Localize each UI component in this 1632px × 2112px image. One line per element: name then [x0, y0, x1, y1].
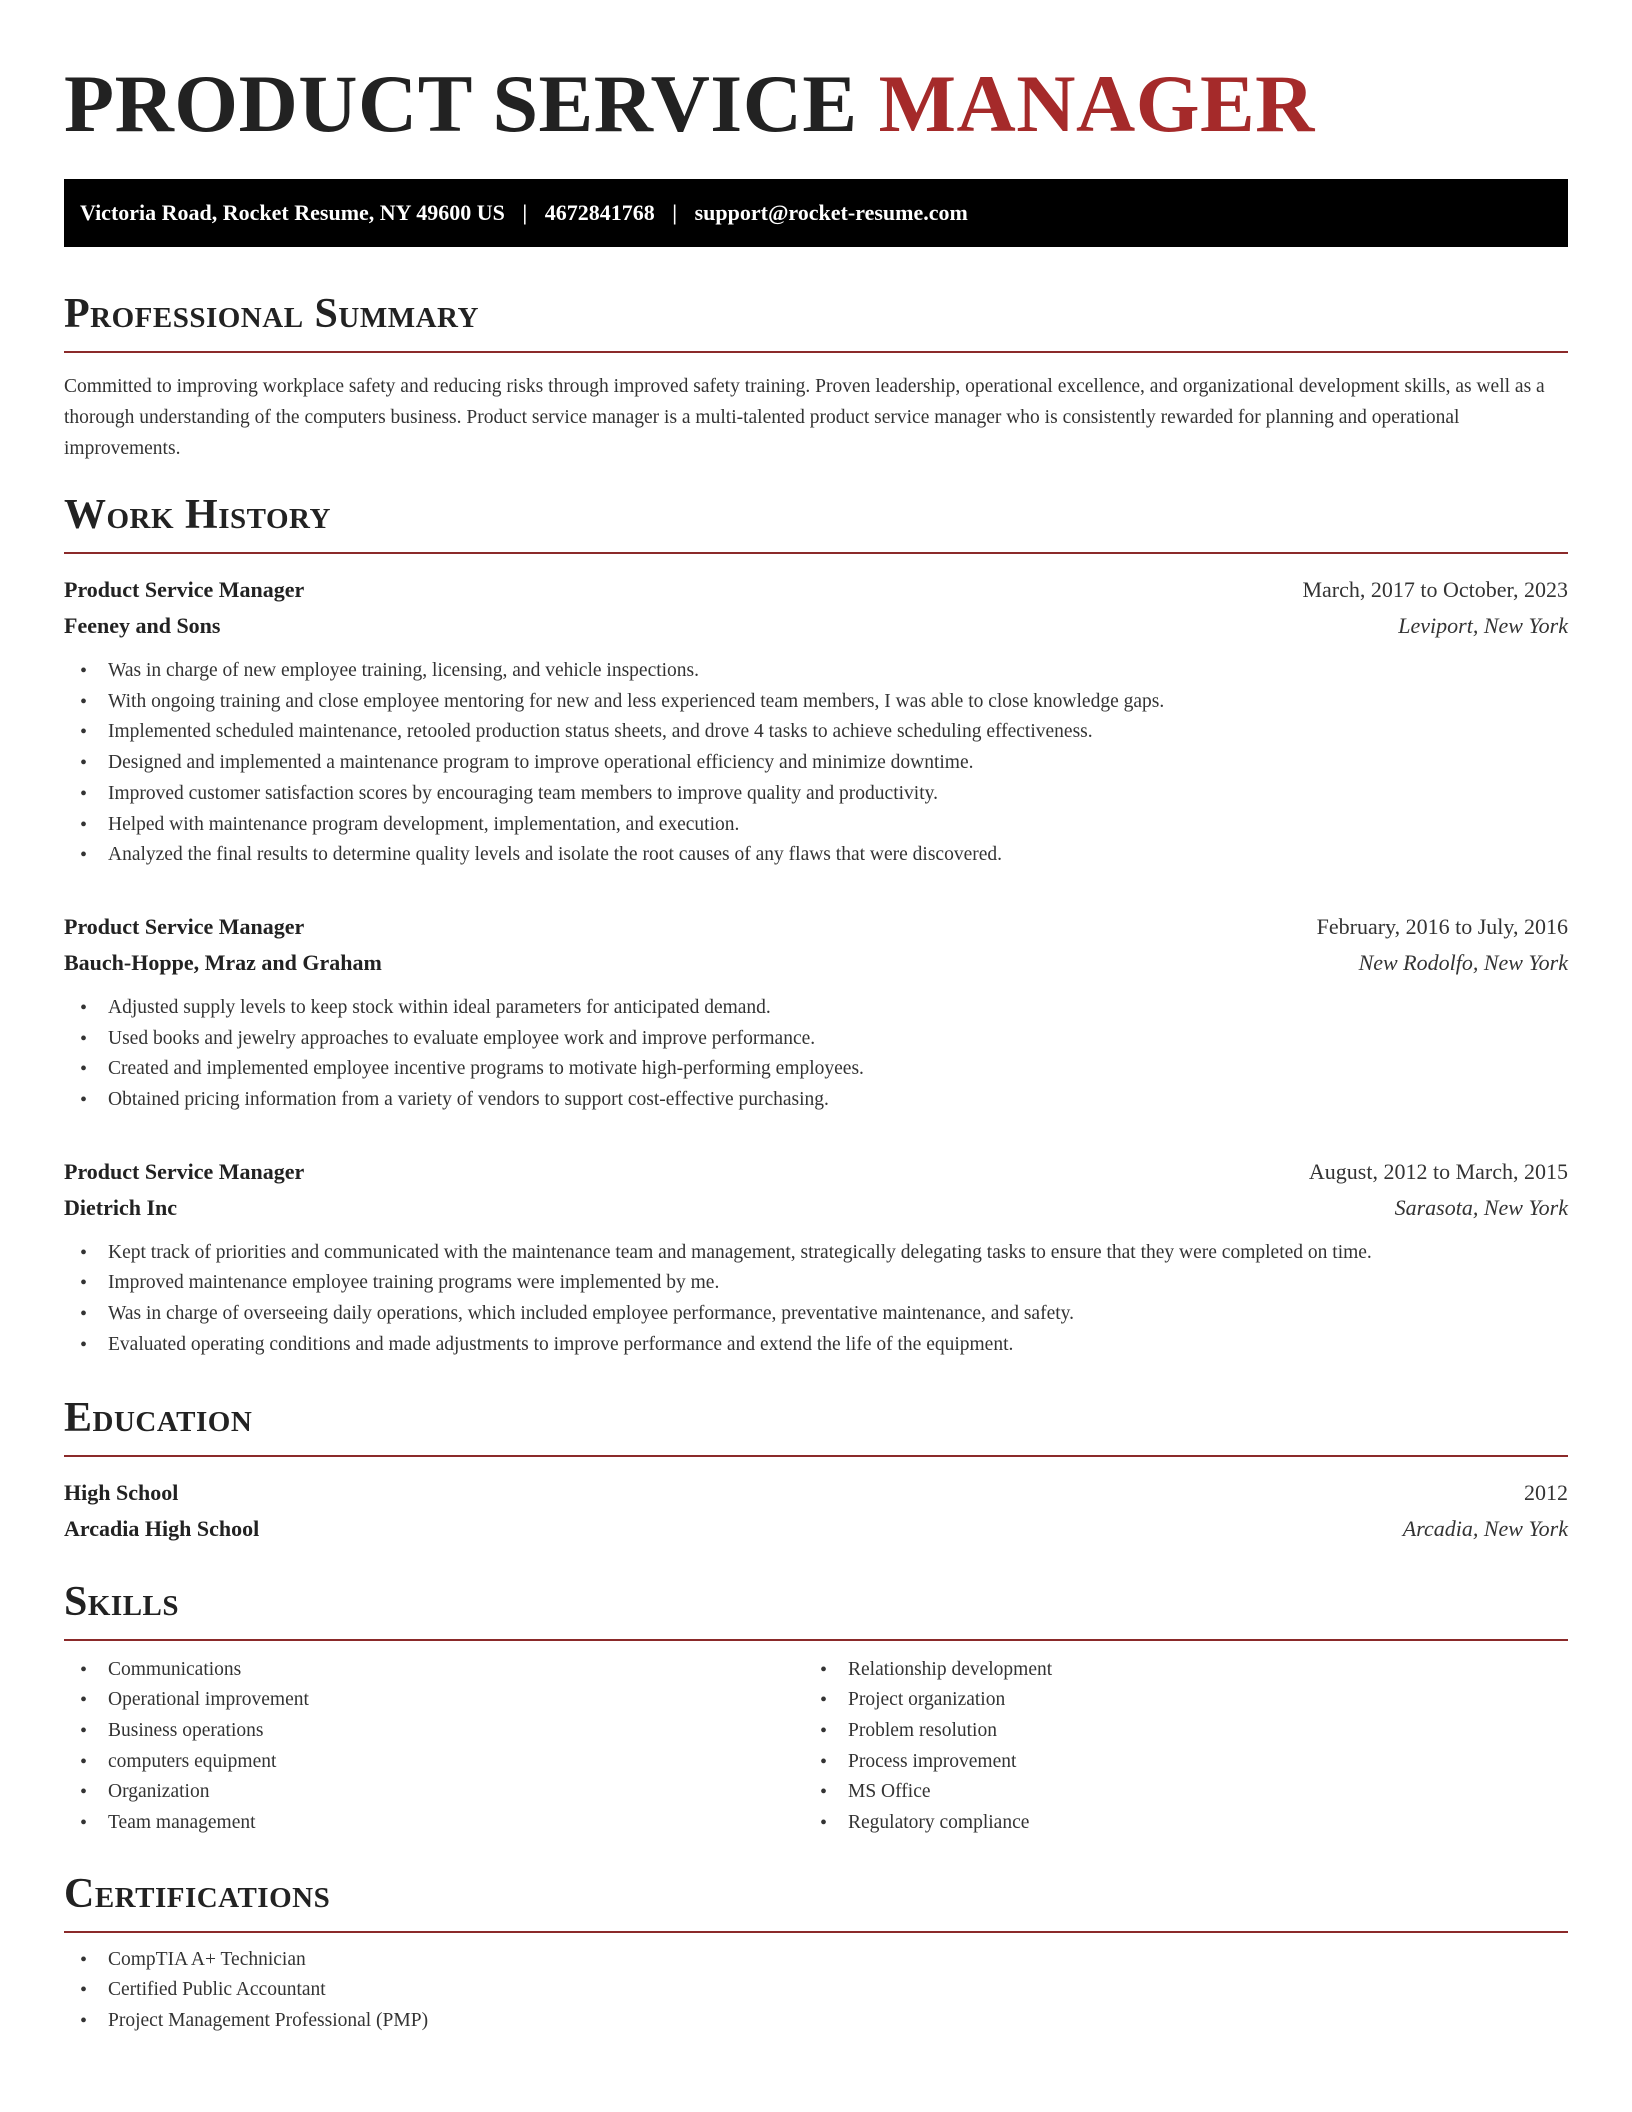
job-header-row	[64, 572, 1568, 608]
list-item: • Implemented scheduled maintenance, retooled production status sheets, and drove 4 tasks to achieve scheduling effectiveness.	[64, 717, 1568, 748]
list-item: • Helped with maintenance program development, implementation, and execution.	[64, 810, 1568, 841]
job-header-row	[64, 1154, 1568, 1190]
skills-list-right	[804, 1655, 1544, 1839]
education-degree: High School	[64, 1479, 179, 1505]
contact-bar	[64, 179, 1568, 247]
title-accent: MANAGER	[878, 58, 1315, 149]
job-title: Product Service Manager	[64, 1158, 305, 1184]
skills-list-left	[64, 1655, 804, 1839]
list-item: • Improved maintenance employee training programs were implemented by me.	[64, 1268, 1568, 1299]
job-location: Leviport, New York	[1398, 613, 1568, 638]
list-item: • Obtained pricing information from a variety of vendors to support cost-effective purchasing.	[64, 1085, 1568, 1116]
contact-separator: |	[672, 200, 678, 225]
list-item: • Used books and jewelry approaches to evaluate employee work and improve performance.	[64, 1024, 1568, 1055]
list-item: • Business operations	[64, 1716, 804, 1747]
job-entry	[64, 909, 1568, 1116]
education-year: 2012	[1524, 1479, 1568, 1505]
job-dates: August, 2012 to March, 2015	[1308, 1158, 1568, 1184]
job-bullets	[64, 993, 1568, 1116]
title-main: PRODUCT SERVICE	[64, 58, 858, 149]
summary-text: Committed to improving workplace safety and reducing risks through improved safety training. Proven leadership, operational excellence, and organizational development skills, as well as a thorough understanding of the computers business. Product service manager is a multi-talented product service manager who is consistently rewarded for planning and operational improvements.	[64, 376, 1545, 459]
job-bullets	[64, 656, 1568, 871]
work-history-heading: Work History	[64, 490, 1568, 554]
contact-phone: 4672841768	[544, 200, 655, 225]
resume-page	[64, 0, 1568, 2037]
contact-separator: |	[522, 200, 528, 225]
summary-heading: Professional Summary	[64, 289, 1568, 353]
job-location: Sarasota, New York	[1394, 1194, 1568, 1220]
list-item: • With ongoing training and close employee mentoring for new and less experienced team members, I was able to close knowledge gaps.	[64, 687, 1568, 718]
list-item: • Evaluated operating conditions and made adjustments to improve performance and extend the life of the equipment.	[64, 1330, 1568, 1361]
education-entry	[64, 1475, 1568, 1547]
job-company-row	[64, 1190, 1568, 1226]
list-item: • MS Office	[804, 1777, 1544, 1808]
list-item: • computers equipment	[64, 1747, 804, 1778]
list-item: • Analyzed the final results to determine quality levels and isolate the root causes of any flaws that were discovered.	[64, 840, 1568, 871]
job-title: Product Service Manager	[64, 577, 305, 602]
list-item: • Regulatory compliance	[804, 1808, 1544, 1839]
education-degree-row	[64, 1475, 1568, 1511]
job-header-row	[64, 909, 1568, 945]
list-item: • Was in charge of new employee training, licensing, and vehicle inspections.	[64, 656, 1568, 687]
job-location: New Rodolfo, New York	[1358, 949, 1568, 975]
skills-heading: Skills	[64, 1577, 1568, 1641]
list-item: • Communications	[64, 1655, 804, 1686]
list-item: • CompTIA A+ Technician	[64, 1945, 1568, 1976]
job-entry	[64, 572, 1568, 871]
contact-address: Victoria Road, Rocket Resume, NY 49600 US	[80, 200, 505, 225]
page-title	[64, 58, 1568, 150]
list-item: • Relationship development	[804, 1655, 1544, 1686]
list-item: • Operational improvement	[64, 1685, 804, 1716]
list-item: • Improved customer satisfaction scores by encouraging team members to improve quality and productivity.	[64, 779, 1568, 810]
job-company: Dietrich Inc	[64, 1194, 178, 1220]
list-item: • Organization	[64, 1777, 804, 1808]
certifications-heading: Certifications	[64, 1869, 1568, 1933]
job-title: Product Service Manager	[64, 913, 305, 939]
list-item: • Problem resolution	[804, 1716, 1544, 1747]
list-item: • Project organization	[804, 1685, 1544, 1716]
list-item: • Team management	[64, 1808, 804, 1839]
list-item: • Certified Public Accountant	[64, 1975, 1568, 2006]
certifications-list	[64, 1945, 1568, 2037]
list-item: • Project Management Professional (PMP)	[64, 2006, 1568, 2037]
list-item: • Designed and implemented a maintenance program to improve operational efficiency and minimize downtime.	[64, 748, 1568, 779]
job-company-row	[64, 608, 1568, 644]
job-company-row	[64, 945, 1568, 981]
list-item: • Process improvement	[804, 1747, 1544, 1778]
job-dates: March, 2017 to October, 2023	[1302, 577, 1568, 602]
job-company: Feeney and Sons	[64, 613, 221, 638]
contact-email: support@rocket-resume.com	[694, 200, 968, 225]
job-entry	[64, 1154, 1568, 1361]
job-bullets	[64, 1238, 1568, 1361]
list-item: • Adjusted supply levels to keep stock within ideal parameters for anticipated demand.	[64, 993, 1568, 1024]
skills-grid	[64, 1655, 1568, 1839]
list-item: • Created and implemented employee incentive programs to motivate high-performing employees.	[64, 1054, 1568, 1085]
list-item: • Was in charge of overseeing daily operations, which included employee performance, preventative maintenance, and safety.	[64, 1299, 1568, 1330]
education-location: Arcadia, New York	[1402, 1515, 1568, 1541]
education-heading: Education	[64, 1393, 1568, 1457]
job-dates: February, 2016 to July, 2016	[1316, 913, 1568, 939]
list-item: • Kept track of priorities and communicated with the maintenance team and management, strategically delegating tasks to ensure that they were completed on time.	[64, 1238, 1568, 1269]
education-school-row	[64, 1511, 1568, 1547]
education-school: Arcadia High School	[64, 1515, 260, 1541]
job-company: Bauch-Hoppe, Mraz and Graham	[64, 949, 382, 975]
